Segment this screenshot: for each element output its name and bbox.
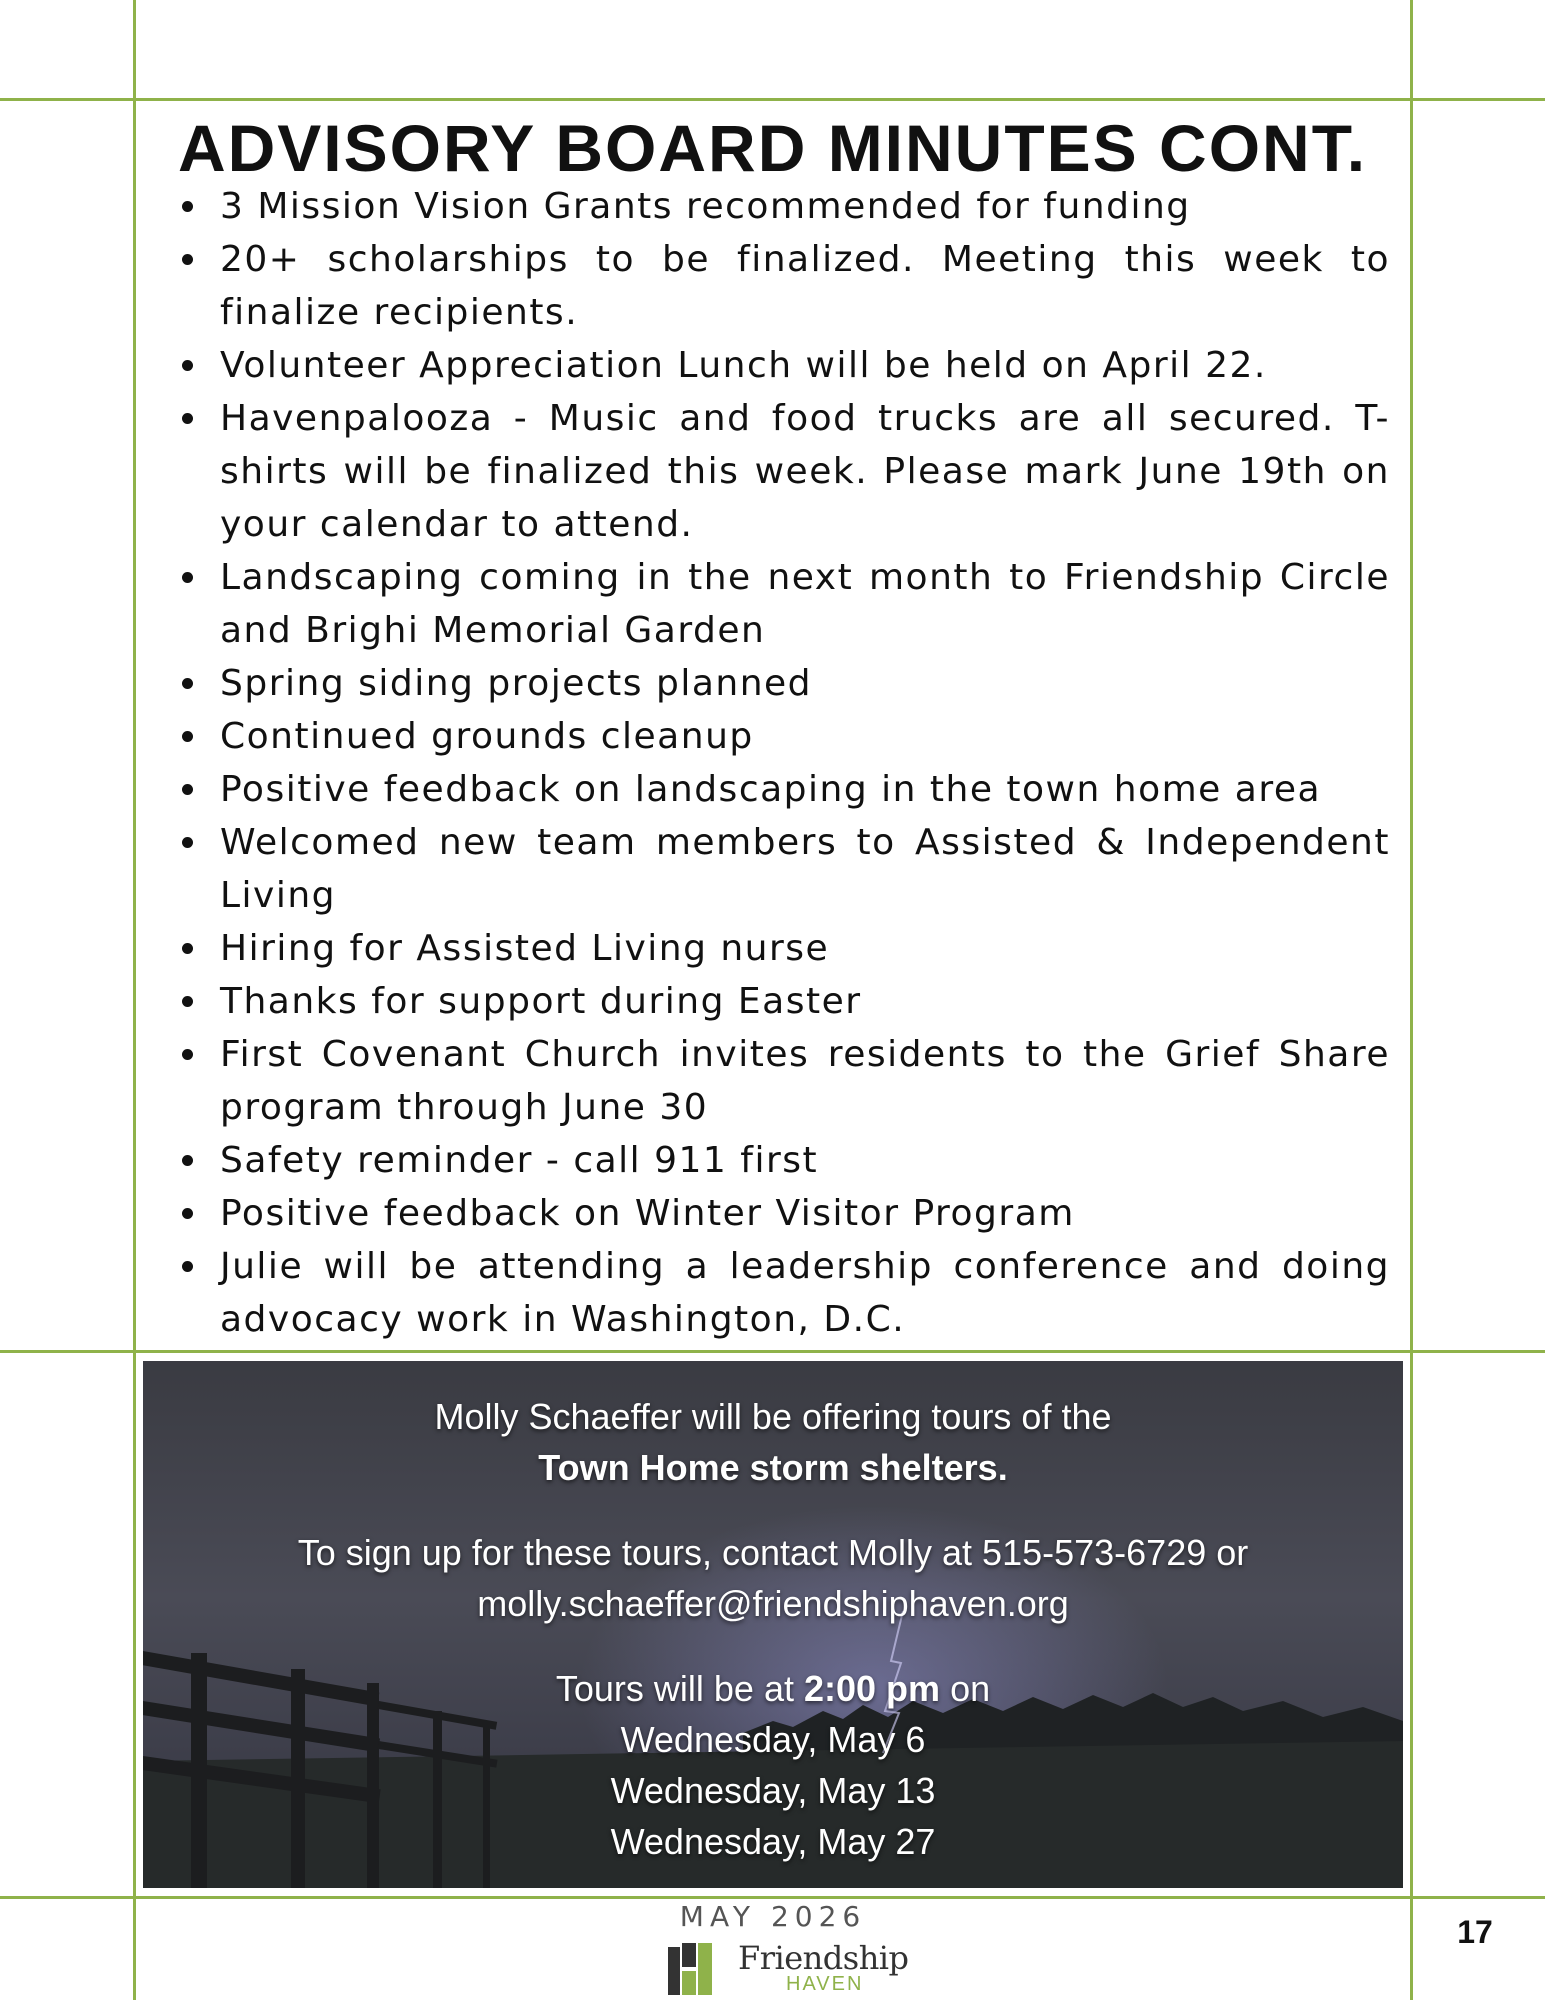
logo-name: Friendship bbox=[738, 1939, 909, 1977]
list-item: Thanks for support during Easter bbox=[220, 975, 1390, 1028]
list-item: Havenpalooza - Music and food trucks are all secured. T-shirts will be finalized this week. Please mark June 19th on your calendar to attend. bbox=[220, 392, 1390, 551]
list-item: Welcomed new team members to Assisted & Independent Living bbox=[220, 816, 1390, 922]
tour-date: Wednesday, May 6 bbox=[620, 1719, 926, 1760]
grid-line-top bbox=[0, 98, 1545, 101]
storm-shelter-promo bbox=[143, 1361, 1403, 1888]
list-item: Spring siding projects planned bbox=[220, 657, 1390, 710]
tour-time-suffix: on bbox=[950, 1668, 991, 1709]
promo-signup-line: To sign up for these tours, contact Molly at 515-573-6729 or bbox=[297, 1532, 1249, 1573]
list-item: Volunteer Appreciation Lunch will be held on April 22. bbox=[220, 339, 1390, 392]
list-item: Continued grounds cleanup bbox=[220, 710, 1390, 763]
logo-subtitle: HAVEN bbox=[786, 1973, 864, 1995]
grid-line-bottom bbox=[0, 1896, 1545, 1899]
minutes-list bbox=[220, 180, 1390, 1346]
logo-mark-icon bbox=[668, 1943, 728, 1995]
promo-email[interactable]: molly.schaeffer@friendshiphaven.org bbox=[477, 1583, 1069, 1624]
list-item: Safety reminder - call 911 first bbox=[220, 1134, 1390, 1187]
list-item: Landscaping coming in the next month to Friendship Circle and Brighi Memorial Garden bbox=[220, 551, 1390, 657]
promo-tour-time bbox=[143, 1663, 1403, 1714]
list-item: Hiring for Assisted Living nurse bbox=[220, 922, 1390, 975]
tour-date: Wednesday, May 13 bbox=[610, 1770, 936, 1811]
page-number: 17 bbox=[1457, 1914, 1493, 1950]
list-item: First Covenant Church invites residents to the Grief Share program through June 30 bbox=[220, 1028, 1390, 1134]
tour-time-prefix: Tours will be at bbox=[555, 1668, 794, 1709]
grid-line-left bbox=[133, 0, 136, 2000]
tour-time-value: 2:00 pm bbox=[804, 1668, 941, 1709]
footer-date: MAY 2026 bbox=[679, 1900, 867, 1933]
promo-intro: Molly Schaeffer will be offering tours of the bbox=[434, 1396, 1112, 1437]
list-item: 3 Mission Vision Grants recommended for funding bbox=[220, 180, 1390, 233]
tour-date: Wednesday, May 27 bbox=[610, 1821, 936, 1862]
grid-line-middle bbox=[0, 1350, 1545, 1353]
page-title: ADVISORY BOARD MINUTES CONT. bbox=[177, 111, 1368, 185]
promo-intro-bold: Town Home storm shelters. bbox=[538, 1447, 1008, 1488]
friendship-haven-logo bbox=[668, 1939, 909, 1997]
list-item: Positive feedback on landscaping in the town home area bbox=[220, 763, 1390, 816]
list-item: 20+ scholarships to be finalized. Meeting this week to finalize recipients. bbox=[220, 233, 1390, 339]
grid-line-right bbox=[1410, 0, 1413, 2000]
list-item: Julie will be attending a leadership conference and doing advocacy work in Washington, D.C. bbox=[220, 1240, 1390, 1346]
list-item: Positive feedback on Winter Visitor Program bbox=[220, 1187, 1390, 1240]
